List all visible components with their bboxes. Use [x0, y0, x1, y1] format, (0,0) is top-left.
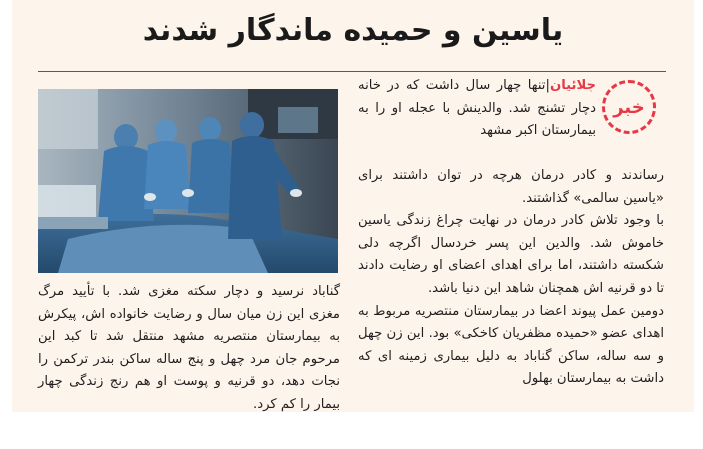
lead-paragraph — [358, 75, 596, 143]
surgery-photo — [38, 89, 338, 273]
badge-label: خبر — [613, 96, 645, 118]
dateline: جلائیان — [549, 78, 596, 93]
paragraph-2: با وجود تلاش کادر درمان در نهایت چراغ زندگی یاسین خاموش شد. والدین این پسر خردسال اگرچه دلی شکسته داشتند، اما برای اهدای اعضای او رضایت دادند تا دو قرنیه اش همچنان شاهد این دنیا باشد. — [358, 213, 664, 296]
paragraph-1-continuation: رساندند و کادر درمان هرچه در توان داشتند برای «یاسین سالمی» گذاشتند. — [358, 168, 664, 206]
paragraph-3: دومین عمل پیوند اعضا در بیمارستان منتصریه مربوط به اهدای عضو «حمیده مظفریان کاخکی» بود. این زن چهل و سه ساله، ساکن گناباد به دلیل بیماری زمینه ای که داشت به بیمارستان بهلول — [358, 303, 664, 387]
paragraph-4: گناباد نرسید و دچار سکته مغزی شد. با تأیید مرگ مغزی این زن میان سال و رضایت خانواده اش، پیکرش به بیمارستان منتصریه مشهد منتقل شد تا کبد این مرحوم جان مرد چهل و پنج ساله ساکن بندر ترکمن را نجات دهد، دو قرنیه و پوست او هم رنج زندگی چهار بیمار را کم کرد. — [38, 284, 340, 412]
surgery-photo-illustration — [38, 89, 338, 273]
headline-divider — [38, 71, 666, 72]
lead-body: تنها چهار سال داشت که در خانه دچار تشنج شد. والدینش با عجله او را به بیمارستان اکبر مشهد — [358, 78, 596, 139]
dateline-separator: | — [545, 78, 550, 93]
left-column — [38, 281, 340, 417]
lead-text — [358, 75, 596, 143]
news-page — [12, 0, 694, 412]
news-badge — [602, 80, 656, 134]
right-column — [358, 165, 664, 391]
headline: یاسین و حمیده ماندگار شدند — [142, 13, 564, 48]
